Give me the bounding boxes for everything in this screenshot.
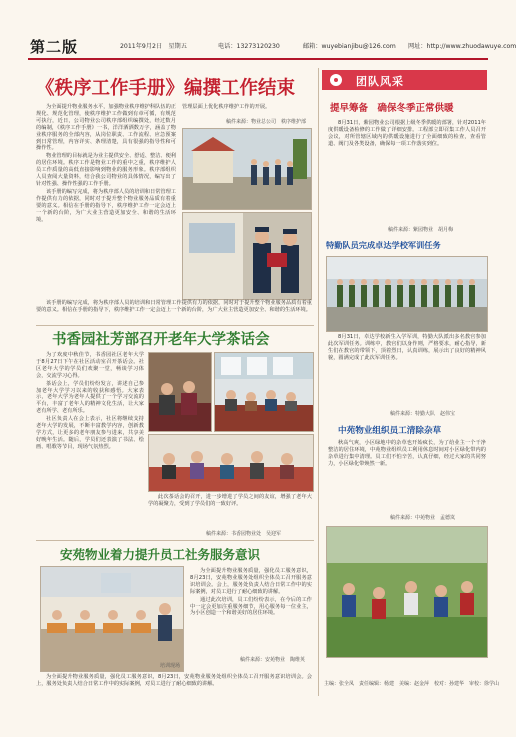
article1-byline: 稿件来源：物业总公司 秩序维护部: [226, 119, 307, 125]
article3-para: 为全面提升物业服务质量，强化员工服务意识，8月23日，安苑物业服务处组织全体员工召开服务意识培训会。会上，服务处负责人结合日常工作中的实际案例，对员工进行了耐心细致的讲解。: [36, 674, 312, 687]
staff-credits: 主编：张全凤 责任编辑：杨建 美编：赵金萍 校对：孙建华 审校：徐学山: [324, 681, 500, 687]
sidebar-story3-headline: 中苑物业组织员工清除杂草: [338, 426, 442, 436]
article1-para: 该手册的编写完成，将为秩序部人员的培训和日常管理工作提供有力的依据，同时对于提升整个物业服务品质有着重要的意义。相信在手册的指导下，秩序维护工作一定会迈上一个新的台阶，为广大业主营造更加安全、和谐的生活环境。: [36, 188, 176, 223]
article2-para: 茶话会上，学员们纷纷发言，讲述自己参加老年大学学习以来的收获和感悟。大家表示，老年大学为老年人提供了一个学习交流的平台，丰富了老年人的精神文化生活，让大家老有所学、老有所乐。: [36, 380, 144, 415]
article1-headline: 《秩序工作手册》编撰工作结束: [36, 78, 296, 99]
article1-body-left: [36, 104, 176, 330]
article2-photo-3: [148, 434, 314, 492]
article2-body-right: [148, 494, 312, 528]
sidebar-story1-para: 8月31日，紫园物业公司根据上级冬季供暖的部署，针对2011年度供暖设备检修的工作做了详细安排。工程部立即召集工作人员召开会议，对所管辖区域内的供暖设施进行了全面细致的检查，查看管道、阀门及各类设备，确保每一项工作落实到位。: [328, 120, 486, 147]
article3-photo: [40, 566, 184, 672]
article3-body-right: [190, 568, 312, 652]
article1-para: 为全面提升物业服务水平，加强物业秩序维护科队伍的正规化、规范化管理，使秩序维护工作做到有章可循，有规范可执行，近日，公司物业公司秩序部组织编撰处，经过数月的编制，《秩序工作手册》一书，洋洋洒洒数万字，涵盖了物业秩序服务的全部内容，从岗位职责、工作流程、应急预案到日常管理，内容详实、条理清楚，具有很强的指导性和可操作性。: [36, 104, 176, 152]
sidebar-story1-byline: 稿件来源：紫园物业 胡月梅: [388, 227, 454, 233]
article3-byline: 稿件来源：安苑物业 陶维英: [240, 657, 306, 663]
sidebar-story3-para: 秋高气爽，小区绿地中的杂草也开始疯长，为了给业主一个干净整洁的居住环境，中苑物业组织员工利用休息时间对小区绿化带内的杂草进行集中清理。员工们不怕辛苦，认真仔细，经过大家的共同努力，小区绿化带焕然一新。: [328, 440, 486, 467]
masthead: [28, 36, 516, 60]
article2-para: 为了欢度中秋佳节，书香园社区老年大学于8月27日下午在社区活动室召开茶话会。社区老年大学的学员们欢聚一堂，畅谈学习体会，交流学习心得。: [36, 352, 144, 379]
divider: [36, 540, 314, 541]
article3-para: 为全面提升物业服务质量，强化员工服务意识，8月23日，安苑物业服务处组织全体员工召开服务意识培训会。会上，服务处负责人结合日常工作中的实际案例，对员工进行了耐心细致的讲解。: [190, 568, 312, 595]
sidebar-story3-byline: 稿件来源：中苑物业 孟德岚: [390, 515, 456, 521]
editor-phone: 电话：13273120230: [218, 43, 280, 50]
article3-headline: 安苑物业着力提升员工社务服务意识: [60, 547, 261, 562]
article1-photo-1: [182, 128, 312, 210]
article2-headline: 书香园社芳部召开老年大学茶话会: [52, 332, 270, 348]
article2-para: 此次茶话会的召开，进一步增进了学员之间的友谊，增强了老年大学的凝聚力，受到了学员们的一致好评。: [148, 494, 312, 507]
column-divider: [318, 68, 319, 696]
article1-photo-2: [182, 212, 312, 300]
sidebar-story2-para: 8月31日，卓达学校新生入学军训，特勤大队派出多名教官参加此次军训任务。训练中，教官们以身作则，严格要求，耐心指导，新生们在教官的带领下，顶着烈日，认真训练，展示出了良好的精神风貌，圆满完成了此次军训任务。: [328, 334, 486, 361]
article2-para: 社区负责人在会上表示，社区将继续支持老年大学的发展，不断丰富教学内容，创新教学方式，让更多的老年朋友参与进来，共享美好晚年生活。随后，学员们还表演了书法、绘画、唱歌等节目，现场气氛热烈。: [36, 416, 144, 450]
sidebar-story2-headline: 特勤队员完成卓达学校军训任务: [326, 240, 441, 250]
sidebar-story2-body: [328, 334, 486, 394]
sidebar-section-title: 团队风采: [356, 75, 404, 88]
email-address: 邮箱：wuyebianjibu@126.com: [303, 43, 396, 50]
article1-body-right: [182, 104, 312, 114]
article2-photo-1: [148, 352, 212, 432]
sidebar-story2-photo: [326, 256, 488, 332]
article3-para: 通过此次培训，员工们纷纷表示，在今后的工作中一定会更加注重服务细节，用心服务每一位业主，为小区创造一个和谐美好的居住环境。: [190, 596, 312, 617]
divider: [36, 325, 314, 326]
article3-body-bottom: [36, 674, 312, 692]
article1-para: 管理层面上优化秩序维护工作的开展。: [182, 104, 271, 110]
article2-byline: 稿件来源：书香园物业处 吴迎军: [206, 531, 282, 537]
article2-photo-2: [214, 352, 314, 432]
sidebar-story3-body: [328, 440, 486, 512]
sidebar-section-header: [322, 70, 487, 90]
website-url: 网址：http://www.zhuodawuye.com: [408, 43, 516, 50]
article1-body-bottom: [36, 300, 312, 322]
sidebar-story3-photo: [326, 526, 488, 658]
issue-date: 2011年9月2日 星期五: [120, 43, 187, 50]
article3-photo-caption: 培训现场: [160, 663, 181, 669]
article1-para: 该手册的编写完成，将为秩序部人员的培训和日常管理工作提供有力的依据，同时对于提升整个物业服务品质有着重要的意义。相信在手册的指导下，秩序维护工作一定会迈上一个新的台阶，为广大业主营造更加安全、和谐的生活环境。: [36, 300, 312, 313]
sidebar-story2-byline: 稿件来源：特勤大队 赵伟宝: [390, 411, 456, 417]
sidebar-story1-body: [328, 120, 486, 210]
article1-para: 物业管理的目标就是为业主提供安全、舒适、整洁、便利的居住环境。秩序工作是物业工作的重中之重，秩序维护人员工作质量的高低直接影响到物业的服务形象。秩序部组织人员查阅大量资料，结合我公司物业的具体情况，编写出了针对性强、操作性强的工作手册。: [36, 153, 176, 187]
sidebar-story1-headline: 提早筹备 确保冬季正常供暖: [330, 103, 454, 114]
edition-label: 第二版: [30, 38, 79, 56]
ribbon-dot: [334, 78, 338, 82]
article2-body-left: [36, 352, 144, 514]
